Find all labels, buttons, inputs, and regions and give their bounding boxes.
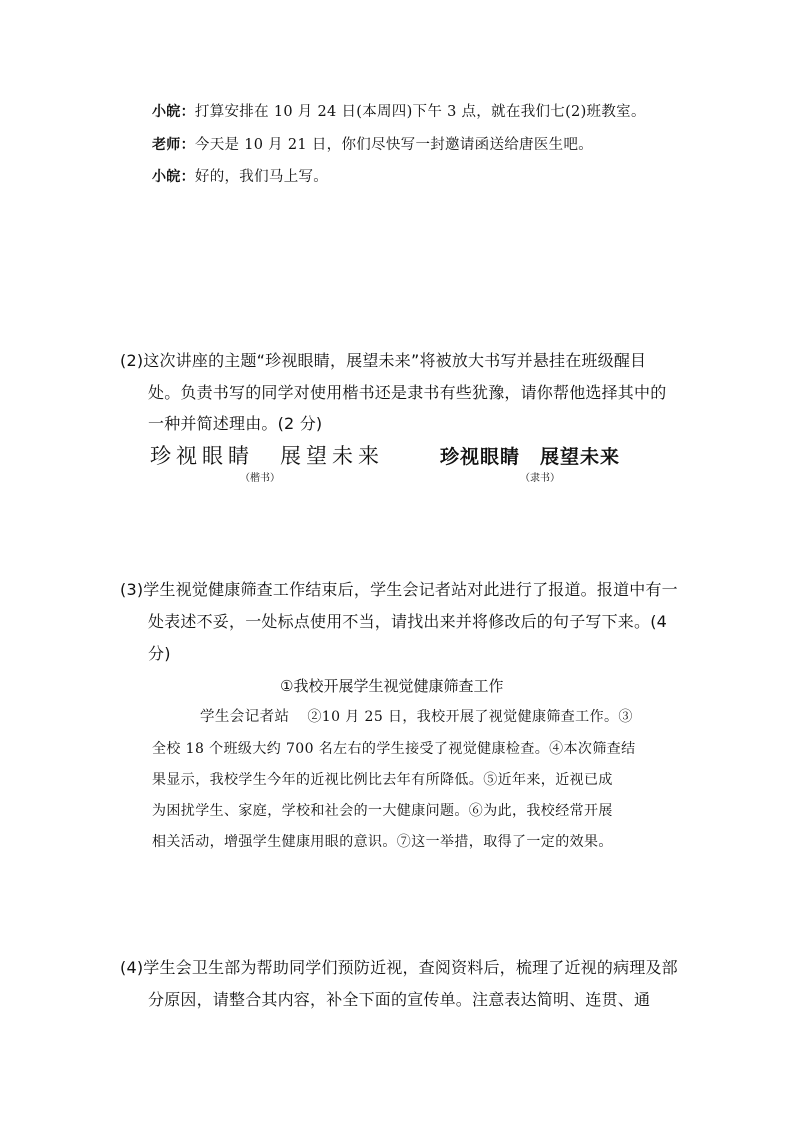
dialogue-line xyxy=(152,103,646,121)
report-line: 相关活动，增强学生健康用眼的意识。⑦这一举措，取得了一定的效果。 xyxy=(152,834,613,850)
dialogue-text: 好的，我们马上写。 xyxy=(194,169,329,185)
dialogue-text: 打算安排在 10 月 24 日(本周四)下午 3 点，就在我们七(2)班教室。 xyxy=(194,104,646,120)
lishu-sample: 珍视眼睛 展望未来 xyxy=(440,446,621,468)
question-line: (4)学生会卫生部为帮助同学们预防近视，查阅资料后，梳理了近视的病理及部 xyxy=(120,958,678,977)
kaishu-caption: （楷书） xyxy=(240,473,280,484)
question-line: 分) xyxy=(148,644,171,663)
report-line: 全校 18 个班级大约 700 名左右的学生接受了视觉健康检查。④本次筛查结 xyxy=(152,741,636,757)
report-line: 果显示，我校学生今年的近视比例比去年有所降低。⑤近年来，近视已成 xyxy=(152,772,613,788)
dialogue-line xyxy=(152,168,328,186)
dialogue-text: 今天是 10 月 21 日，你们尽快写一封邀请函送给唐医生吧。 xyxy=(194,137,594,153)
dialogue-line xyxy=(152,136,593,154)
report-text: ②10 月 25 日，我校开展了视觉健康筛查工作。③ xyxy=(307,709,633,725)
question-line: 处。负责书写的同学对使用楷书还是隶书有些犹豫，请你帮他选择其中的 xyxy=(148,383,667,402)
report-line xyxy=(200,708,633,726)
report-source: 学生会记者站 xyxy=(200,709,290,725)
report-title: ①我校开展学生视觉健康筛查工作 xyxy=(280,677,504,695)
lishu-caption: （隶书） xyxy=(520,473,560,484)
speaker-label: 老师： xyxy=(152,137,195,153)
speaker-label: 小皖： xyxy=(152,104,195,120)
question-line: (3)学生视觉健康筛查工作结束后，学生会记者站对此进行了报道。报道中有一 xyxy=(120,580,678,599)
speaker-label: 小皖： xyxy=(152,169,195,185)
question-line: 处表述不妥，一处标点使用不当，请找出来并将修改后的句子写下来。(4 xyxy=(148,612,668,631)
report-line: 为困扰学生、家庭，学校和社会的一大健康问题。⑥为此，我校经常开展 xyxy=(152,803,613,819)
question-line: (2)这次讲座的主题“珍视眼睛，展望未来”将被放大书写并悬挂在班级醒目 xyxy=(120,351,647,370)
question-line: 分原因，请整合其内容，补全下面的宣传单。注意表达简明、连贯、通 xyxy=(148,990,651,1009)
question-line: 一种并简述理由。(2 分) xyxy=(148,414,323,433)
kaishu-sample: 珍视眼睛 展望未来 xyxy=(150,444,384,468)
